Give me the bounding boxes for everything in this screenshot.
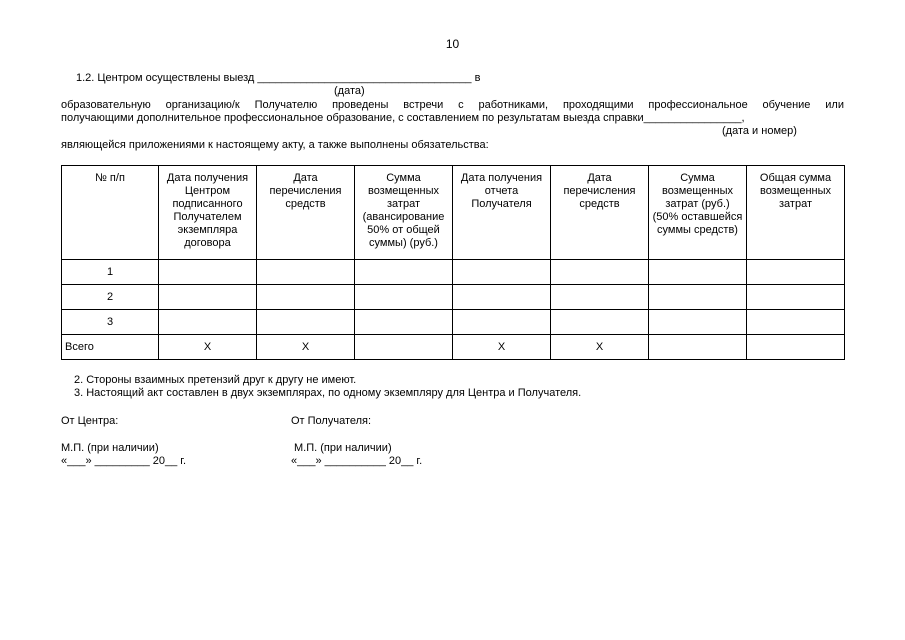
table-cell [649,310,747,335]
date-number-hint: (дата и номер) [722,125,797,137]
center-seal-note: М.П. (при наличии) [61,442,159,454]
table-cell [747,285,845,310]
table-cell [355,335,453,360]
table-cell: Х [453,335,551,360]
table-total-row [62,335,845,360]
table-cell [649,260,747,285]
table-cell: 3 [62,310,159,335]
table-header-row [62,166,845,260]
clause-1-2-line1: 1.2. Центром осуществлены выезд ___________________________________ в [76,72,481,84]
table-cell [453,310,551,335]
clause-1-2-line3: получающими дополнительное профессиональное образование, с составлением по результатам выезда справки________________, [61,112,745,124]
obligations-table [61,165,845,360]
table-row [62,260,845,285]
table-row [62,285,845,310]
col-header-total-sum: Общая сумма возмещенных затрат [747,166,845,260]
col-header-remaining-sum: Сумма возмещенных затрат (руб.) (50% оставшейся суммы средств) [649,166,747,260]
table-cell: Х [257,335,355,360]
table-cell [257,285,355,310]
table-cell [747,335,845,360]
col-header-number: № п/п [62,166,159,260]
recipient-seal-note: М.П. (при наличии) [294,442,392,454]
table-cell [355,310,453,335]
table-cell: 2 [62,285,159,310]
col-header-contract-date: Дата получения Центром подписанного Получателем экземпляра договора [159,166,257,260]
table-cell [551,310,649,335]
table-row [62,310,845,335]
clause-3: 3. Настоящий акт составлен в двух экземплярах, по одному экземпляру для Центра и Получателя. [74,387,582,399]
recipient-date-line: «___» __________ 20__ г. [291,455,423,467]
table-cell [159,285,257,310]
table-cell [649,335,747,360]
table-cell [159,310,257,335]
table-cell: 1 [62,260,159,285]
date-hint: (дата) [334,85,365,97]
total-label: Всего [62,335,159,360]
center-signature-label: От Центра: [61,415,119,427]
col-header-report-date: Дата получения отчета Получателя [453,166,551,260]
clause-1-2-line2: образовательную организацию/к Получателю проведены встречи с работниками, проходящими профессиональное обучение или [61,99,844,111]
col-header-transfer-date-1: Дата перечисления средств [257,166,355,260]
page-number: 10 [445,37,460,51]
clause-1-2-line4: являющейся приложениями к настоящему акту, а также выполнены обязательства: [61,139,489,151]
recipient-signature-label: От Получателя: [291,415,372,427]
col-header-advance-sum: Сумма возмещенных затрат (авансирование 50% от общей суммы) (руб.) [355,166,453,260]
clause-2: 2. Стороны взаимных претензий друг к другу не имеют. [74,374,357,386]
table-cell [355,285,453,310]
table-cell [159,260,257,285]
table-cell [257,310,355,335]
table-cell: Х [159,335,257,360]
table-cell [453,285,551,310]
table-cell [747,310,845,335]
table-cell [257,260,355,285]
table-cell [649,285,747,310]
table-cell [551,285,649,310]
center-date-line: «___» _________ 20__ г. [61,455,187,467]
table-cell [551,260,649,285]
col-header-transfer-date-2: Дата перечисления средств [551,166,649,260]
table-cell [747,260,845,285]
table-cell [355,260,453,285]
table-cell: Х [551,335,649,360]
table-cell [453,260,551,285]
